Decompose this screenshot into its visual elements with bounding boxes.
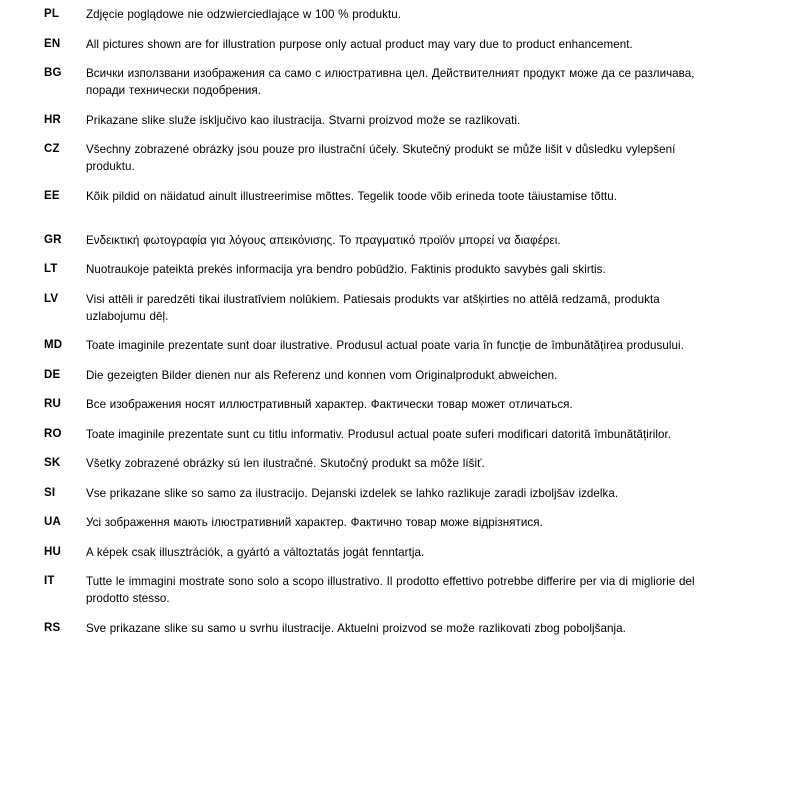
language-code: DE — [44, 368, 61, 381]
language-row — [40, 514, 740, 531]
language-row — [40, 36, 740, 53]
disclaimer-text: Sve prikazane slike su samo u svrhu ilustracije. Aktuelni proizvod se može razlikovati zbog poboljšanja. — [86, 621, 626, 635]
language-row — [40, 291, 740, 325]
language-row — [40, 620, 740, 637]
disclaimer-text: Všechny zobrazené obrázky jsou pouze pro ilustrační účely. Skutečný produkt se může lišit v důsledku vylepšení produktu. — [86, 143, 676, 173]
language-code: UA — [44, 516, 62, 528]
language-row — [40, 232, 740, 249]
disclaimer-text: Toate imaginile prezentate sunt doar ilustrative. Produsul actual poate varia în funcție de îmbunătățirea produsului. — [86, 339, 684, 352]
language-code: RO — [44, 427, 62, 440]
disclaimer-text: Tutte le immagini mostrate sono solo a scopo illustrativo. Il prodotto effettivo potrebbe differire per via di migliorie del prodotto stesso. — [86, 575, 695, 605]
disclaimer-text: Die gezeigten Bilder dienen nur als Referenz und konnen vom Originalprodukt abweichen. — [86, 368, 558, 382]
disclaimer-text: Все изображения носят иллюстративный характер. Фактически товар может отличаться. — [86, 398, 573, 411]
language-row — [40, 426, 740, 443]
language-row — [40, 65, 740, 99]
language-code: LV — [44, 292, 59, 305]
language-row — [40, 485, 740, 502]
language-code: BG — [44, 67, 62, 79]
language-row — [40, 544, 740, 561]
disclaimer-text: Kõik pildid on näidatud ainult illustreerimise mõttes. Tegelik toode võib erineda toote täiustamise tõttu. — [86, 189, 618, 203]
language-code: SK — [44, 457, 61, 469]
disclaimer-text: Nuotraukoje pateikta prekės informacija yra bendro pobūdžio. Faktinis produkto savybės gali skirtis. — [86, 263, 606, 276]
language-code: HR — [44, 113, 62, 126]
disclaimer-text: Všetky zobrazené obrázky sú len ilustračné. Skutočný produkt sa môže líšiť. — [86, 457, 485, 470]
language-row — [40, 367, 740, 384]
language-code: EE — [44, 189, 60, 202]
language-code: PL — [44, 8, 60, 20]
language-row — [40, 6, 740, 23]
language-code: GR — [44, 233, 62, 246]
language-code: CZ — [44, 143, 60, 155]
language-code: IT — [44, 575, 55, 587]
disclaimer-text: Prikazane slike služe isključivo kao ilustracija. Stvarni proizvod može se razlikovati. — [86, 113, 521, 127]
disclaimer-text: Ενδεικτική φωτογραφία για λόγους απεικόνισης. Το πραγματικό προϊόν μπορεί να διαφέρει. — [86, 233, 561, 247]
disclaimer-text: All pictures shown are for illustration purpose only actual product may vary due to product enhancement. — [86, 37, 633, 51]
language-code: LT — [44, 263, 58, 275]
language-code: HU — [44, 545, 62, 558]
language-code: RS — [44, 621, 61, 634]
language-row — [40, 261, 740, 278]
language-code: RU — [44, 398, 62, 410]
language-row — [40, 188, 740, 205]
disclaimer-text: A képek csak illusztrációk, a gyártó a változtatás jogát fenntartja. — [86, 545, 425, 559]
language-row — [40, 337, 740, 354]
disclaimer-list — [40, 6, 740, 637]
language-row — [40, 573, 740, 607]
disclaimer-text: Vse prikazane slike so samo za ilustracijo. Dejanski izdelek se lahko razlikuje zaradi izboljšav izdelka. — [86, 486, 619, 500]
disclaimer-text: Zdjęcie poglądowe nie odzwierciedlające w 100 % produktu. — [86, 8, 402, 21]
language-row — [40, 141, 740, 175]
disclaimer-text: Visi attēli ir paredzēti tikai ilustratīviem nolūkiem. Patiesais produkts var atšķirties no attēlā redzamā, produkta uzlabojumu dēļ. — [86, 292, 660, 323]
language-row — [40, 455, 740, 472]
language-row — [40, 112, 740, 129]
disclaimer-text: Toate imaginile prezentate sunt cu titlu informativ. Produsul actual poate suferi modificari datorită îmbunătățirilor. — [86, 427, 672, 441]
disclaimer-text: Всички използвани изображения са само с илюстративна цел. Действителният продукт може да се различава, поради технически подобрения. — [86, 67, 695, 97]
language-code: MD — [44, 339, 63, 351]
language-code: SI — [44, 486, 56, 499]
language-row — [40, 396, 740, 413]
disclaimer-text: Усі зображення мають ілюстративний характер. Фактично товар може відрізнятися. — [86, 516, 543, 529]
language-code: EN — [44, 37, 61, 50]
